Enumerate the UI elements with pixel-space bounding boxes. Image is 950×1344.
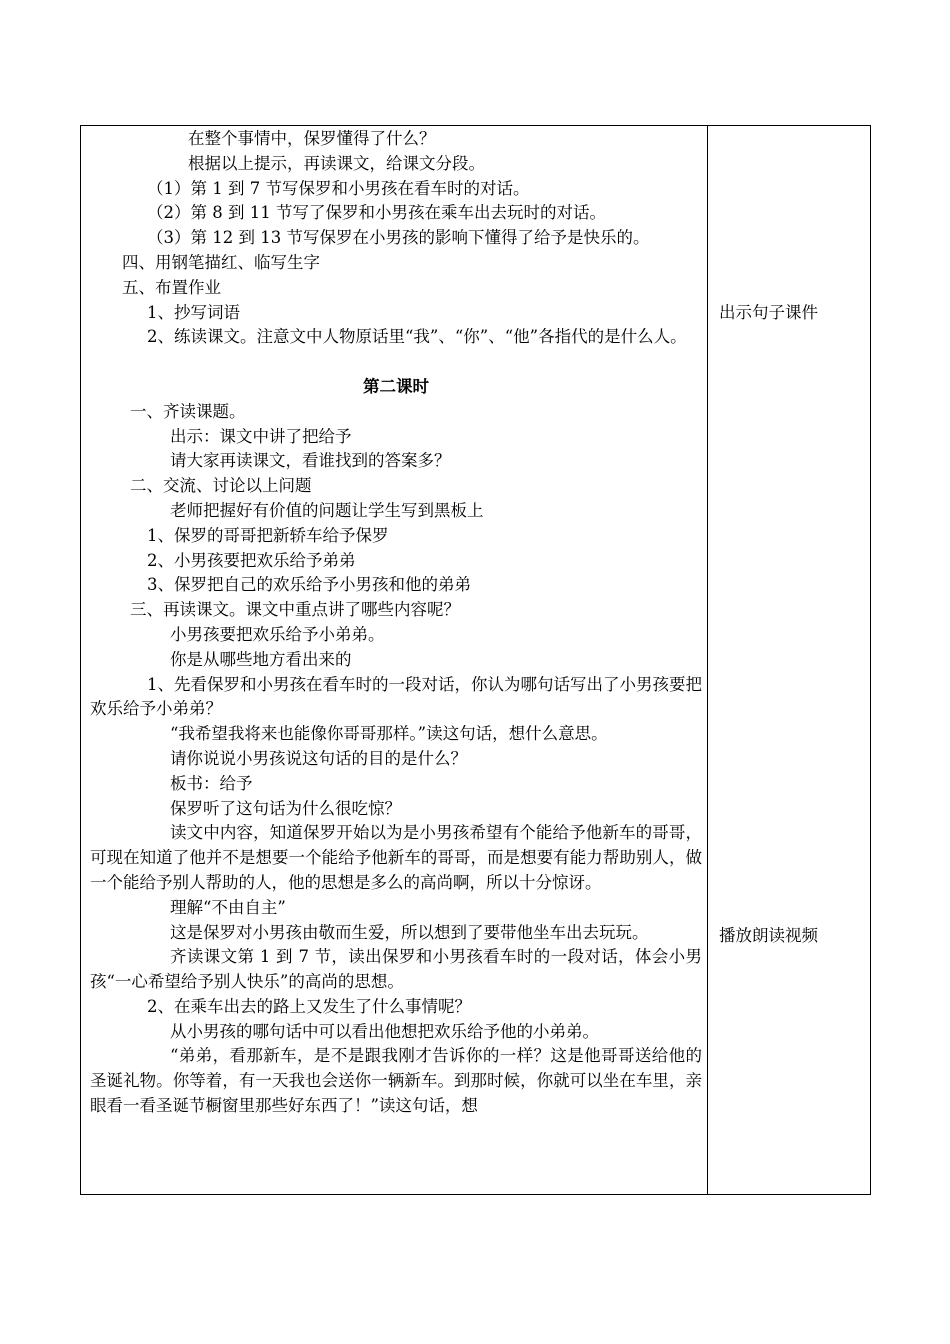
text-line: 1、保罗的哥哥把新轿车给予保罗 [147,525,389,545]
text-line: 出示：课文中讲了把给予 [170,426,352,446]
text-line: “我希望我将来也能像你哥哥那样。”读这句话，想什么意思。 [170,724,608,744]
text-paragraph: 1、先看保罗和小男孩在看车时的一段对话，你认为哪句话写出了小男孩要把欢乐给予小弟弟？ [90,674,702,719]
text-paragraph: “弟弟，看那新车，是不是跟我刚才告诉你的一样？这是他哥哥送给他的圣诞礼物。你等着，有一天我也会送你一辆新车。到那时候，你就可以坐在车里，亲眼看一看圣诞节橱窗里那些好东西了！”读这句话，想 [90,1046,702,1116]
text-line: 在整个事情中，保罗懂得了什么？ [188,129,436,148]
text-line: 从小男孩的哪句话中可以看出他想把欢乐给予他的小弟弟。 [170,1021,599,1041]
text-line: （1）第 1 到 7 节写保罗和小男孩在看车时的对话。 [147,178,530,198]
text-line: 2、在乘车出去的路上又发生了什么事情呢？ [147,996,471,1016]
lesson-plan-table [80,125,871,1195]
text-line: 3、保罗把自己的欢乐给予小男孩和他的弟弟 [147,575,471,595]
lesson-content-cell [90,126,702,1195]
spacer [90,350,702,375]
text-line: 小男孩要把欢乐给予小弟弟。 [170,624,385,644]
text-line: 保罗听了这句话为什么很吃惊？ [170,798,401,818]
text-paragraph: 读文中内容，知道保罗开始以为是小男孩希望有个能给予他新车的哥哥，可现在知道了他并不是想要一个能给予他新车的哥哥，而是想要有能力帮助别人，做一个能给予别人帮助的人，他的思想是多么的高尚啊，所以十分惊讶。 [90,823,702,892]
text-paragraph: 这是保罗对小男孩由敬而生爱，所以想到了要带他坐车出去玩玩。 [170,922,649,942]
text-line: 根据以上提示，再读课文，给课文分段。 [188,153,485,173]
text-line: 一、齐读课题。 [130,401,246,421]
side-note: 出示句子课件 [719,303,818,322]
text-line: 板书：给予 [170,773,253,793]
text-line: 理解“不由自主” [170,897,286,917]
text-line: 四、用钢笔描红、临写生字 [122,252,320,272]
text-line: 请大家再读课文，看谁找到的答案多？ [170,451,451,471]
section-title: 第二课时 [363,376,429,396]
text-paragraph: 2、练读课文。注意文中人物原话里“我”、“你”、“他”各指代的是什么人。 [147,327,687,347]
text-line: （2）第 8 到 11 节写了保罗和小男孩在乘车出去玩时的对话。 [147,203,606,223]
text-line: 老师把握好有价值的问题让学生写到黑板上 [170,500,484,520]
text-line: （3）第 12 到 13 节写保罗在小男孩的影响下懂得了给予是快乐的。 [147,228,650,248]
text-line: 2、小男孩要把欢乐给予弟弟 [147,550,356,570]
text-line: 五、布置作业 [122,277,221,297]
side-note: 播放朗读视频 [719,926,818,945]
column-divider [707,126,708,1194]
text-line: 你是从哪些地方看出来的 [170,649,352,669]
text-line: 1、抄写词语 [147,302,240,322]
text-paragraph: 齐读课文第 1 到 7 节，读出保罗和小男孩看车时的一段对话，体会小男孩“一心希望给予别人快乐”的高尚的思想。 [90,947,702,992]
text-line: 三、再读课文。课文中重点讲了哪些内容呢？ [130,600,460,620]
text-line: 请你说说小男孩说这句话的目的是什么？ [170,748,467,768]
text-line: 二、交流、讨论以上问题 [130,476,312,496]
